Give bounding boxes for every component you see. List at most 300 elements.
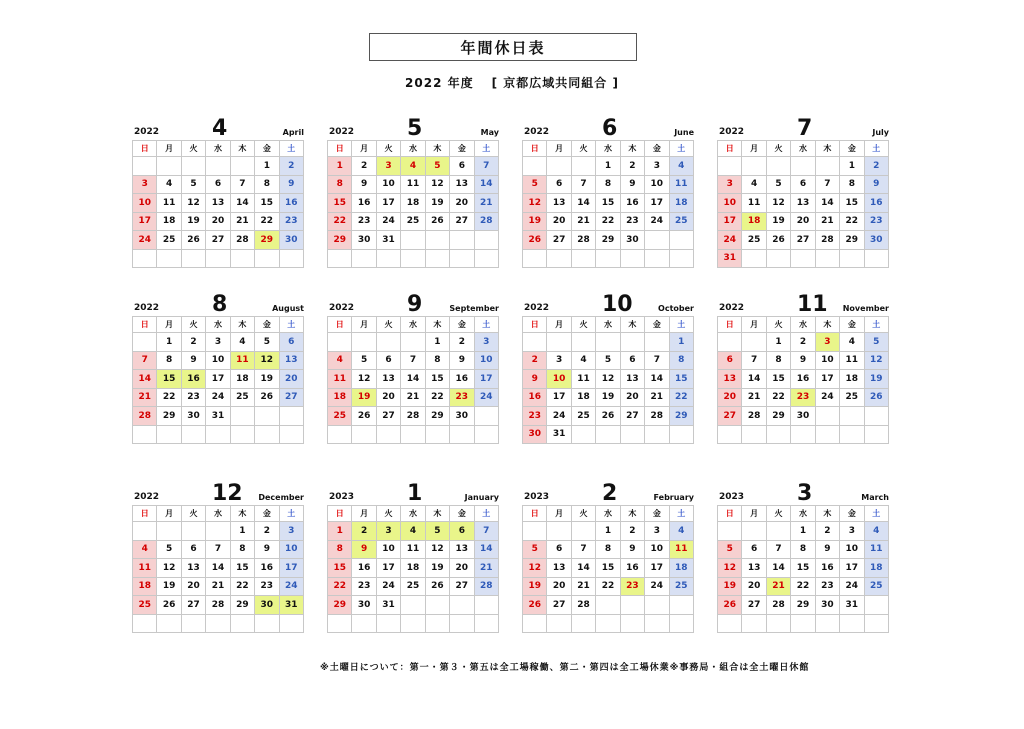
- day-cell: 25: [742, 231, 766, 250]
- week-row: [523, 522, 694, 541]
- empty-cell: [596, 596, 620, 615]
- day-cell: 27: [620, 407, 644, 426]
- weekday-label: 火: [766, 506, 790, 522]
- empty-cell: [864, 425, 888, 444]
- week-row: [133, 388, 304, 407]
- day-cell: 2: [279, 157, 303, 176]
- week-row: [523, 351, 694, 370]
- day-cell: 28: [474, 577, 498, 596]
- weekday-label: 水: [791, 506, 815, 522]
- day-cell: 28: [401, 407, 425, 426]
- empty-cell: [401, 596, 425, 615]
- week-row: [328, 212, 499, 231]
- day-cell: 26: [255, 388, 279, 407]
- empty-cell: [401, 249, 425, 268]
- empty-cell: [401, 231, 425, 250]
- weekday-label: 金: [645, 506, 669, 522]
- weekday-label: 火: [376, 506, 400, 522]
- weekday-label: 土: [669, 506, 693, 522]
- empty-cell: [645, 231, 669, 250]
- empty-cell: [425, 614, 449, 633]
- day-cell: 6: [620, 351, 644, 370]
- day-cell: 16: [620, 559, 644, 578]
- day-cell: 20: [791, 212, 815, 231]
- day-cell: 24: [474, 388, 498, 407]
- day-cell: 2: [864, 157, 888, 176]
- day-cell: 10: [206, 351, 230, 370]
- day-cell: 28: [815, 231, 839, 250]
- day-cell: 7: [206, 540, 230, 559]
- day-cell: 26: [718, 596, 742, 615]
- week-row: [328, 425, 499, 444]
- month-calendar: [327, 114, 499, 274]
- day-cell: 9: [279, 175, 303, 194]
- day-cell: 2: [620, 157, 644, 176]
- day-cell: 5: [718, 540, 742, 559]
- weekday-label: 金: [255, 141, 279, 157]
- day-cell: 26: [523, 231, 547, 250]
- empty-cell: [450, 425, 474, 444]
- month-number: 3: [797, 481, 813, 506]
- empty-cell: [596, 333, 620, 352]
- week-row: [133, 333, 304, 352]
- month-calendar: [132, 290, 304, 450]
- day-cell: 21: [766, 577, 790, 596]
- empty-cell: [620, 249, 644, 268]
- empty-cell: [620, 596, 644, 615]
- day-cell: 20: [279, 370, 303, 389]
- day-cell: 18: [133, 577, 157, 596]
- day-cell: 11: [401, 175, 425, 194]
- day-cell: 8: [791, 540, 815, 559]
- day-cell: 18: [864, 559, 888, 578]
- day-cell: 25: [669, 577, 693, 596]
- empty-cell: [157, 249, 181, 268]
- empty-cell: [718, 333, 742, 352]
- empty-cell: [718, 157, 742, 176]
- day-cell: 20: [181, 577, 205, 596]
- day-cell: 7: [474, 522, 498, 541]
- weekday-header-row: [718, 506, 889, 522]
- day-cell: 3: [815, 333, 839, 352]
- day-cell: 6: [450, 157, 474, 176]
- day-cell: 11: [157, 194, 181, 213]
- day-cell: 31: [718, 249, 742, 268]
- day-cell: 15: [766, 370, 790, 389]
- day-cell: 17: [206, 370, 230, 389]
- weekday-label: 火: [571, 506, 595, 522]
- empty-cell: [791, 157, 815, 176]
- day-cell: 22: [425, 388, 449, 407]
- weekday-label: 木: [230, 506, 254, 522]
- day-cell: 31: [376, 596, 400, 615]
- day-cell: 4: [133, 540, 157, 559]
- empty-cell: [547, 614, 571, 633]
- weekday-label: 木: [425, 317, 449, 333]
- day-cell: 10: [840, 540, 864, 559]
- day-cell: 8: [230, 540, 254, 559]
- week-row: [718, 370, 889, 389]
- empty-cell: [133, 522, 157, 541]
- day-cell: 22: [791, 577, 815, 596]
- day-cell: 14: [474, 175, 498, 194]
- day-cell: 3: [474, 333, 498, 352]
- day-cell: 23: [864, 212, 888, 231]
- month-header: [522, 114, 694, 140]
- day-cell: 26: [352, 407, 376, 426]
- empty-cell: [742, 614, 766, 633]
- day-cell: 10: [376, 175, 400, 194]
- day-cell: 20: [450, 194, 474, 213]
- day-cell: 29: [669, 407, 693, 426]
- empty-cell: [547, 333, 571, 352]
- week-row: [133, 351, 304, 370]
- month-number: 4: [212, 116, 228, 141]
- weekday-label: 土: [669, 317, 693, 333]
- empty-cell: [791, 614, 815, 633]
- day-cell: 17: [474, 370, 498, 389]
- day-cell: 6: [742, 540, 766, 559]
- day-cell: 24: [645, 212, 669, 231]
- day-cell: 25: [864, 577, 888, 596]
- empty-cell: [230, 425, 254, 444]
- weekday-label: 土: [279, 506, 303, 522]
- day-cell: 4: [864, 522, 888, 541]
- day-cell: 8: [840, 175, 864, 194]
- month-header: [132, 479, 304, 505]
- empty-cell: [742, 522, 766, 541]
- month-header: [522, 479, 694, 505]
- day-cell: 30: [864, 231, 888, 250]
- page-title: 年間休日表: [369, 33, 637, 61]
- month-number: 8: [212, 292, 228, 317]
- day-cell: 28: [474, 212, 498, 231]
- day-cell: 24: [840, 577, 864, 596]
- weekday-label: 水: [206, 141, 230, 157]
- weekday-label: 月: [352, 317, 376, 333]
- day-cell: 17: [645, 559, 669, 578]
- day-cell: 31: [840, 596, 864, 615]
- empty-cell: [669, 596, 693, 615]
- empty-cell: [645, 425, 669, 444]
- weekday-label: 金: [840, 141, 864, 157]
- empty-cell: [523, 522, 547, 541]
- empty-cell: [766, 522, 790, 541]
- day-cell: 23: [181, 388, 205, 407]
- day-cell: 16: [352, 194, 376, 213]
- day-cell: 26: [157, 596, 181, 615]
- day-cell: 16: [864, 194, 888, 213]
- day-cell: 10: [474, 351, 498, 370]
- day-cell: 30: [181, 407, 205, 426]
- empty-cell: [742, 425, 766, 444]
- month-year: 2022: [329, 127, 355, 137]
- week-row: [133, 614, 304, 633]
- empty-cell: [352, 249, 376, 268]
- day-cell: 11: [669, 175, 693, 194]
- month-english-name: November: [842, 304, 889, 313]
- day-cell: 4: [742, 175, 766, 194]
- weekday-label: 土: [864, 506, 888, 522]
- day-cell: 21: [133, 388, 157, 407]
- day-cell: 30: [279, 231, 303, 250]
- week-row: [133, 577, 304, 596]
- day-cell: 9: [523, 370, 547, 389]
- day-cell: 25: [157, 231, 181, 250]
- empty-cell: [791, 249, 815, 268]
- month-calendar: [717, 479, 889, 639]
- weekday-label: 水: [401, 141, 425, 157]
- week-row: [523, 157, 694, 176]
- day-cell: 24: [376, 212, 400, 231]
- weekday-label: 月: [547, 506, 571, 522]
- day-cell: 4: [401, 522, 425, 541]
- day-cell: 3: [279, 522, 303, 541]
- day-cell: 1: [596, 522, 620, 541]
- weekday-label: 火: [181, 506, 205, 522]
- day-cell: 23: [523, 407, 547, 426]
- day-cell: 2: [523, 351, 547, 370]
- week-row: [328, 522, 499, 541]
- day-cell: 7: [474, 157, 498, 176]
- month-english-name: June: [674, 128, 694, 137]
- day-cell: 7: [133, 351, 157, 370]
- day-cell: 23: [279, 212, 303, 231]
- day-cell: 12: [157, 559, 181, 578]
- month-header: [717, 479, 889, 505]
- week-row: [133, 425, 304, 444]
- day-cell: 11: [133, 559, 157, 578]
- empty-cell: [255, 425, 279, 444]
- day-cell: 17: [133, 212, 157, 231]
- day-cell: 22: [669, 388, 693, 407]
- day-cell: 19: [181, 212, 205, 231]
- day-cell: 21: [474, 194, 498, 213]
- week-row: [328, 540, 499, 559]
- day-cell: 1: [791, 522, 815, 541]
- week-row: [133, 522, 304, 541]
- day-cell: 21: [230, 212, 254, 231]
- day-cell: 12: [864, 351, 888, 370]
- day-cell: 26: [523, 596, 547, 615]
- day-cell: 27: [206, 231, 230, 250]
- empty-cell: [620, 614, 644, 633]
- weekday-label: 日: [718, 141, 742, 157]
- empty-cell: [230, 407, 254, 426]
- month-number: 5: [407, 116, 423, 141]
- empty-cell: [376, 614, 400, 633]
- day-cell: 5: [425, 157, 449, 176]
- day-cell: 13: [279, 351, 303, 370]
- empty-cell: [815, 614, 839, 633]
- empty-cell: [864, 596, 888, 615]
- empty-cell: [766, 614, 790, 633]
- fiscal-year: 2022 年度: [405, 76, 474, 90]
- day-cell: 6: [547, 175, 571, 194]
- day-cell: 17: [547, 388, 571, 407]
- day-cell: 15: [425, 370, 449, 389]
- day-cell: 28: [230, 231, 254, 250]
- day-cell: 24: [376, 577, 400, 596]
- day-cell: 3: [645, 157, 669, 176]
- month-header: [327, 114, 499, 140]
- weekday-label: 金: [645, 141, 669, 157]
- day-cell: 29: [255, 231, 279, 250]
- weekday-label: 日: [718, 506, 742, 522]
- day-cell: 15: [230, 559, 254, 578]
- empty-cell: [766, 249, 790, 268]
- empty-cell: [766, 157, 790, 176]
- weekday-header-row: [328, 141, 499, 157]
- day-cell: 22: [840, 212, 864, 231]
- day-cell: 19: [425, 194, 449, 213]
- day-cell: 1: [230, 522, 254, 541]
- day-cell: 14: [571, 559, 595, 578]
- empty-cell: [791, 425, 815, 444]
- weekday-label: 土: [279, 141, 303, 157]
- day-cell: 19: [766, 212, 790, 231]
- day-cell: 26: [766, 231, 790, 250]
- day-cell: 24: [645, 577, 669, 596]
- empty-cell: [157, 425, 181, 444]
- weekday-label: 水: [791, 141, 815, 157]
- weekday-label: 火: [571, 317, 595, 333]
- weekday-label: 月: [742, 506, 766, 522]
- day-cell: 13: [206, 194, 230, 213]
- day-cell: 20: [742, 577, 766, 596]
- day-cell: 3: [206, 333, 230, 352]
- day-cell: 14: [230, 194, 254, 213]
- day-cell: 1: [766, 333, 790, 352]
- empty-cell: [596, 614, 620, 633]
- day-cell: 24: [206, 388, 230, 407]
- day-cell: 2: [352, 157, 376, 176]
- day-cell: 1: [669, 333, 693, 352]
- empty-cell: [523, 157, 547, 176]
- empty-cell: [474, 249, 498, 268]
- empty-cell: [352, 614, 376, 633]
- day-cell: 7: [766, 540, 790, 559]
- empty-cell: [840, 407, 864, 426]
- day-cell: 16: [523, 388, 547, 407]
- month-year: 2022: [524, 303, 550, 313]
- weekday-label: 月: [742, 141, 766, 157]
- month-header: [717, 290, 889, 316]
- day-cell: 27: [742, 596, 766, 615]
- week-row: [133, 249, 304, 268]
- weekday-label: 月: [352, 506, 376, 522]
- day-cell: 14: [742, 370, 766, 389]
- weekday-label: 火: [181, 141, 205, 157]
- month-number: 9: [407, 292, 423, 317]
- weekday-label: 土: [864, 141, 888, 157]
- week-row: [328, 596, 499, 615]
- day-cell: 15: [596, 194, 620, 213]
- month-year: 2022: [719, 127, 745, 137]
- week-row: [718, 407, 889, 426]
- day-cell: 16: [279, 194, 303, 213]
- week-row: [718, 351, 889, 370]
- weekday-header-row: [523, 506, 694, 522]
- day-cell: 10: [133, 194, 157, 213]
- day-cell: 30: [815, 596, 839, 615]
- empty-cell: [523, 333, 547, 352]
- week-row: [523, 425, 694, 444]
- week-row: [718, 157, 889, 176]
- day-cell: 9: [255, 540, 279, 559]
- day-cell: 7: [645, 351, 669, 370]
- week-row: [328, 407, 499, 426]
- day-cell: 13: [376, 370, 400, 389]
- day-cell: 23: [352, 212, 376, 231]
- day-cell: 17: [376, 559, 400, 578]
- empty-cell: [376, 425, 400, 444]
- empty-cell: [206, 522, 230, 541]
- day-cell: 18: [742, 212, 766, 231]
- day-cell: 26: [864, 388, 888, 407]
- day-cell: 27: [279, 388, 303, 407]
- day-cell: 15: [596, 559, 620, 578]
- day-cell: 24: [279, 577, 303, 596]
- week-row: [133, 370, 304, 389]
- empty-cell: [766, 425, 790, 444]
- week-row: [523, 577, 694, 596]
- month-english-name: December: [258, 493, 304, 502]
- week-row: [328, 249, 499, 268]
- month-calendar: [132, 114, 304, 274]
- month-year: 2022: [134, 303, 160, 313]
- empty-cell: [571, 249, 595, 268]
- day-cell: 6: [279, 333, 303, 352]
- day-cell: 11: [742, 194, 766, 213]
- week-row: [328, 577, 499, 596]
- week-row: [523, 388, 694, 407]
- week-row: [328, 231, 499, 250]
- empty-cell: [645, 596, 669, 615]
- month-year: 2023: [719, 492, 745, 502]
- weekday-label: 金: [840, 506, 864, 522]
- weekday-header-row: [718, 141, 889, 157]
- empty-cell: [815, 249, 839, 268]
- empty-cell: [864, 249, 888, 268]
- day-cell: 11: [840, 351, 864, 370]
- day-cell: 12: [181, 194, 205, 213]
- empty-cell: [742, 333, 766, 352]
- week-row: [523, 370, 694, 389]
- day-cell: 8: [766, 351, 790, 370]
- day-cell: 23: [620, 577, 644, 596]
- empty-cell: [840, 614, 864, 633]
- weekday-header-row: [133, 141, 304, 157]
- empty-cell: [206, 157, 230, 176]
- week-row: [523, 407, 694, 426]
- day-cell: 8: [328, 540, 352, 559]
- day-cell: 8: [425, 351, 449, 370]
- empty-cell: [669, 249, 693, 268]
- day-cell: 11: [401, 540, 425, 559]
- month-english-name: May: [480, 128, 499, 137]
- day-cell: 28: [571, 231, 595, 250]
- empty-cell: [620, 333, 644, 352]
- empty-cell: [547, 157, 571, 176]
- weekday-header-row: [523, 317, 694, 333]
- month-number: 1: [407, 481, 423, 506]
- day-cell: 5: [181, 175, 205, 194]
- day-cell: 8: [255, 175, 279, 194]
- day-cell: 29: [230, 596, 254, 615]
- empty-cell: [279, 249, 303, 268]
- day-cell: 2: [450, 333, 474, 352]
